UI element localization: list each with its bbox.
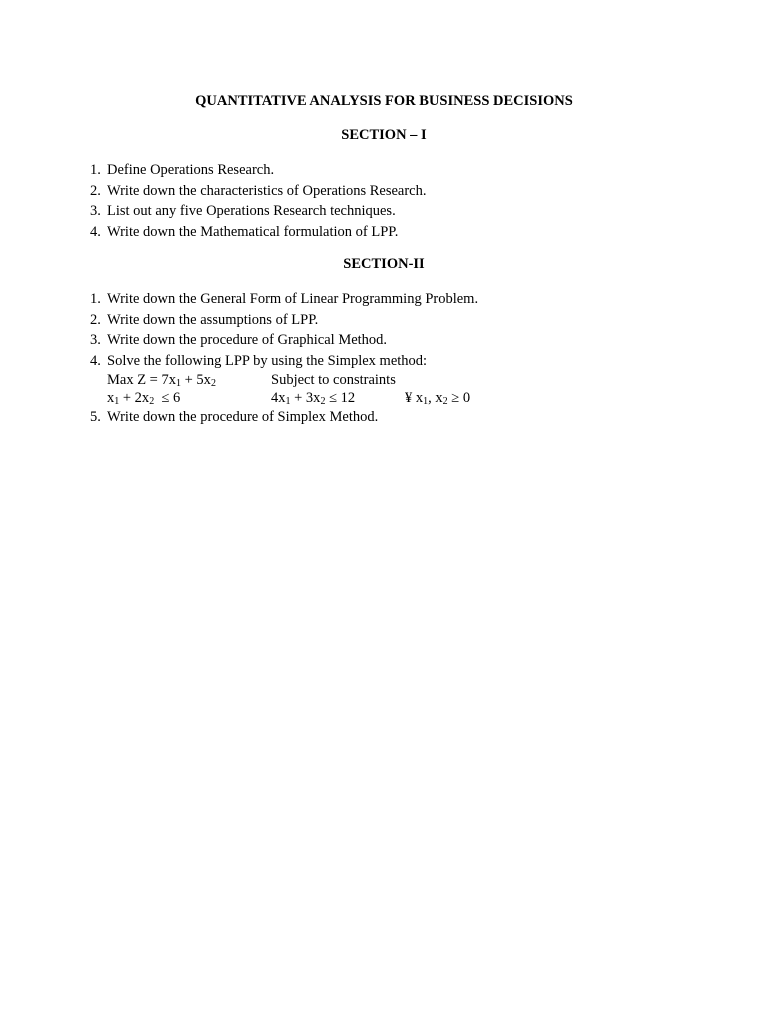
objective-function (107, 371, 216, 389)
question-number: 3. (90, 332, 101, 349)
question-text: Define Operations Research. (107, 162, 275, 178)
constraint-part: ≥ 0 (447, 390, 471, 407)
lpp-constraints-row (107, 389, 730, 407)
constraint-2 (271, 389, 355, 407)
constraint-1 (107, 389, 180, 407)
subscript: 2 (210, 378, 216, 390)
question-number: 4. (90, 223, 101, 240)
question-item (90, 351, 730, 408)
constraint-part: + 2x (119, 390, 150, 407)
question-text: Solve the following LPP by using the Simplex method: (107, 352, 428, 369)
question-item (90, 181, 730, 202)
question-item (90, 201, 730, 222)
constraint-part: ¥ x (405, 390, 424, 407)
question-number: 1. (90, 162, 101, 178)
constraint-part: , x (428, 390, 443, 407)
question-number: 3. (90, 203, 101, 220)
subscript: 2 (149, 396, 155, 408)
lpp-formulation (107, 371, 730, 407)
objective-prefix: Max Z = 7x (107, 372, 176, 389)
question-text: List out any five Operations Research techniques. (107, 203, 396, 220)
question-text: Write down the characteristics of Operations Research. (107, 182, 427, 199)
question-number: 4. (90, 352, 101, 369)
objective-mid: + 5x (181, 372, 211, 389)
constraint-part: + 3x (290, 390, 321, 407)
subscript: 1 (285, 396, 291, 408)
subscript: 2 (320, 396, 326, 408)
section-2-heading: SECTION-II (343, 256, 425, 272)
question-item (90, 222, 730, 243)
constraint-part: x (107, 390, 115, 407)
section-1-heading: SECTION – I (341, 127, 427, 143)
subscript: 1 (176, 378, 181, 390)
question-item (90, 289, 730, 310)
subject-to-label: Subject to constraints (271, 372, 396, 389)
lpp-objective-row (107, 371, 730, 389)
non-negativity-constraint (405, 389, 470, 407)
question-number: 5. (90, 409, 101, 426)
question-text: Write down the procedure of Simplex Method. (107, 409, 379, 426)
question-text: Write down the assumptions of LPP. (107, 311, 319, 328)
subscript: 1 (423, 396, 429, 408)
question-item (90, 160, 730, 181)
question-number: 2. (90, 311, 101, 328)
subscript: 2 (442, 396, 448, 408)
question-item (90, 310, 730, 331)
question-number: 2. (90, 182, 101, 199)
question-item (90, 407, 730, 428)
question-item (90, 330, 730, 351)
question-number: 1. (90, 291, 101, 307)
question-text: Write down the Mathematical formulation of LPP. (107, 223, 399, 240)
constraint-part: ≤ 12 (325, 390, 356, 407)
subscript: 1 (114, 396, 120, 408)
constraint-part: 4x (271, 390, 286, 407)
document-title: QUANTITATIVE ANALYSIS FOR BUSINESS DECISIONS (195, 93, 573, 109)
section-2-question-list (90, 289, 730, 428)
section-1-question-list (90, 160, 730, 242)
question-text: Write down the General Form of Linear Programming Problem. (107, 291, 479, 307)
constraint-part: ≤ 6 (154, 390, 181, 407)
question-text: Write down the procedure of Graphical Method. (107, 332, 388, 349)
